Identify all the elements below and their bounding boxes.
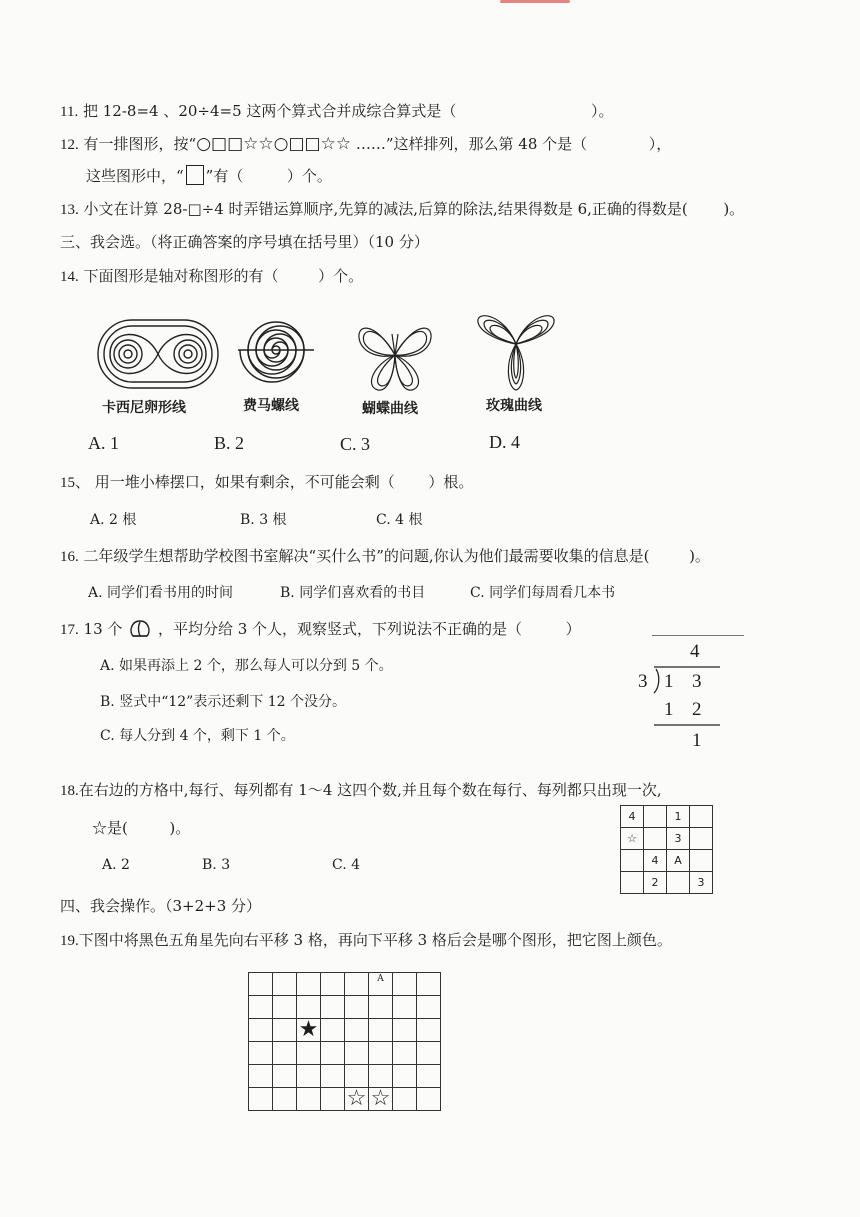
q15-option-c[interactable]: C. 4 根 (376, 512, 423, 528)
grid-row (249, 973, 441, 996)
grid-cell[interactable] (249, 973, 273, 996)
white-star-cell[interactable] (369, 1088, 393, 1111)
question-close: ）个。 (318, 267, 364, 285)
q14-option-d[interactable]: D. 4 (489, 432, 520, 452)
question-14 (60, 266, 363, 287)
grid-cell[interactable] (273, 1088, 297, 1111)
black-star-icon: ★ (298, 1017, 319, 1042)
grid-cell[interactable] (273, 996, 297, 1019)
grid-cell[interactable] (297, 973, 321, 996)
question-close: ）。 (590, 102, 614, 120)
question-number: 16. (60, 549, 79, 565)
question-17 (60, 616, 581, 640)
grid-cell[interactable] (249, 1019, 273, 1042)
grid-cell[interactable] (393, 996, 417, 1019)
grid-cell[interactable] (249, 1065, 273, 1088)
section-heading-3: 三、我会选。（将正确答案的序号填在括号里）（10 分） (60, 233, 429, 251)
question-number: 14. (60, 269, 79, 285)
dividend-ones: 3 (692, 671, 702, 692)
grid-cell[interactable] (345, 1065, 369, 1088)
divisor: 3 (638, 671, 648, 692)
fermat-spiral-figure (236, 310, 316, 390)
q16-option-c[interactable]: C. 同学们每周看几本书 (470, 585, 616, 601)
grid-cell[interactable] (417, 1088, 441, 1111)
grid-cell[interactable] (417, 973, 441, 996)
grid-cell[interactable] (321, 1019, 345, 1042)
q15-option-b[interactable]: B. 3 根 (240, 512, 287, 528)
white-star-icon[interactable]: ☆ (370, 1086, 391, 1111)
caption-cassini: 卡西尼卵形线 (102, 400, 186, 416)
caption-fermat: 费马螺线 (243, 398, 299, 414)
question-number: 15、 (60, 475, 91, 491)
grid-cell[interactable] (273, 1042, 297, 1065)
question-text: ”有（ (205, 167, 244, 185)
grid-cell (644, 828, 667, 850)
grid-cell[interactable] (297, 996, 321, 1019)
grid-cell (690, 850, 713, 872)
question-13 (60, 199, 744, 220)
q14-option-c[interactable]: C. 3 (340, 434, 371, 454)
question-close: ） (565, 620, 581, 638)
grid-cell[interactable] (417, 996, 441, 1019)
q18-option-b[interactable]: B. 3 (202, 857, 231, 873)
grid-row (621, 872, 713, 894)
grid-cell[interactable] (321, 1042, 345, 1065)
grid-cell[interactable] (345, 996, 369, 1019)
question-number: 19. (60, 933, 79, 949)
grid-cell[interactable] (345, 1042, 369, 1065)
cassini-oval-figure (96, 318, 220, 390)
question-close: )。 (169, 819, 191, 837)
q14-option-a[interactable]: A. 1 (88, 433, 119, 453)
rose-curve-figure (474, 308, 558, 392)
grid-cell[interactable] (393, 1019, 417, 1042)
shape-pattern: ○□□☆☆○□□☆☆ (196, 134, 352, 154)
question-text-cont: ，平均分给 3 个人，观察竖式，下列说法不正确的是（ (157, 620, 523, 638)
grid-cell (690, 806, 713, 828)
grid-cell[interactable] (297, 1065, 321, 1088)
question-close: ）根。 (428, 473, 474, 491)
caption-rose: 玫瑰曲线 (486, 398, 542, 414)
grid-row (621, 828, 713, 850)
q15-option-a[interactable]: A. 2 根 (90, 512, 137, 528)
grid-row (249, 1042, 441, 1065)
remainder: 1 (692, 730, 702, 751)
grid-cell: ☆ (621, 828, 644, 850)
grid-cell[interactable] (321, 996, 345, 1019)
black-star-cell[interactable] (297, 1019, 321, 1042)
grid-cell[interactable] (369, 996, 393, 1019)
grid-cell: 2 (644, 872, 667, 894)
question-16 (60, 546, 710, 567)
grid-row (249, 1065, 441, 1088)
white-star-cell[interactable] (345, 1088, 369, 1111)
grid-cell[interactable] (321, 973, 345, 996)
grid-cell[interactable] (345, 1019, 369, 1042)
grid-cell[interactable] (369, 1019, 393, 1042)
grid-cell[interactable] (369, 1042, 393, 1065)
grid-row (249, 996, 441, 1019)
grid-row (621, 806, 713, 828)
question-text: 小文在计算 28-□÷4 时弄错运算顺序,先算的减法,后算的除法,结果得数是 6,正确的得数是( (83, 200, 688, 218)
q14-option-b[interactable]: B. 2 (214, 433, 245, 453)
red-ink-mark (500, 0, 570, 3)
question-text: 下面图形是轴对称图形的有（ (83, 267, 279, 285)
grid-cell[interactable] (321, 1065, 345, 1088)
white-star-icon[interactable]: ☆ (346, 1086, 367, 1111)
question-text: ☆是( (92, 819, 128, 837)
grid-cell[interactable] (393, 1088, 417, 1111)
question-text: 二年级学生想帮助学校图书室解决“买什么书”的问题,你认为他们最需要收集的信息是( (83, 547, 650, 565)
grid-cell (621, 872, 644, 894)
question-number: 12. (60, 137, 79, 153)
caption-butterfly: 蝴蝶曲线 (362, 401, 418, 417)
grid-cell[interactable] (297, 1042, 321, 1065)
question-close: )。 (723, 200, 745, 218)
grid-row (249, 1019, 441, 1042)
question-12 (60, 134, 671, 155)
question-12-line2 (86, 165, 332, 186)
grid-cell[interactable] (249, 1088, 273, 1111)
grid-cell (690, 828, 713, 850)
question-text: 13 个 (83, 620, 123, 638)
section-heading-4: 四、我会操作。（3+2+3 分） (60, 897, 262, 915)
product-ones: 2 (692, 699, 702, 720)
peach-icon (127, 616, 153, 640)
grid-cell[interactable] (417, 1042, 441, 1065)
grid-cell[interactable] (273, 1019, 297, 1042)
square-icon (186, 165, 204, 185)
grid-cell (621, 850, 644, 872)
question-text: 在右边的方格中,每行、每列都有 1～4 这四个数,并且每个数在每行、每列都只出现一次, (78, 781, 662, 799)
grid-cell[interactable] (393, 973, 417, 996)
q17-option-a[interactable]: A. 如果再添上 2 个，那么每人可以分到 5 个。 (100, 658, 393, 674)
long-division (630, 635, 760, 755)
question-text: 有一排图形，按“ (83, 135, 197, 153)
question-text: 用一堆小棒摆口，如果有剩余，不可能会剩（ (94, 473, 395, 491)
grid-cell[interactable] (297, 1088, 321, 1111)
question-number: 18. (60, 783, 79, 799)
grid-cell: 4 (621, 806, 644, 828)
grid-cell[interactable] (273, 973, 297, 996)
question-number: 13. (60, 202, 79, 218)
question-18-line2 (92, 818, 190, 838)
question-number: 11. (60, 104, 79, 120)
q17-option-c[interactable]: C. 每人分到 4 个，剩下 1 个。 (100, 728, 295, 744)
quotient: 4 (690, 641, 700, 662)
q17-option-b[interactable]: B. 竖式中“12”表示还剩下 12 个没分。 (100, 694, 347, 710)
question-text: 这些图形中，“ (86, 167, 184, 185)
question-close: ）， (648, 135, 672, 153)
grid-cell: 3 (667, 828, 690, 850)
grid-cell[interactable] (249, 1042, 273, 1065)
grid-cell: 3 (690, 872, 713, 894)
q18-option-a[interactable]: A. 2 (102, 857, 130, 873)
question-text: 下图中将黑色五角星先向右平移 3 格，再向下平移 3 格后会是哪个图形，把它图上颜色。 (78, 931, 672, 949)
question-text-cont: ……”这样排列，那么第 48 个是（ (355, 135, 588, 153)
q18-option-c[interactable]: C. 4 (332, 857, 361, 873)
grid-cell[interactable] (417, 1019, 441, 1042)
grid-cell[interactable] (249, 996, 273, 1019)
grid-cell: 4 (644, 850, 667, 872)
grid-row (249, 1088, 441, 1111)
grid-label: A (377, 974, 384, 984)
grid-cell[interactable] (393, 1065, 417, 1088)
butterfly-curve-figure (354, 314, 436, 396)
question-close: ）个。 (286, 167, 332, 185)
q16-option-b[interactable]: B. 同学们喜欢看的书目 (280, 585, 426, 601)
grid-cell[interactable] (417, 1065, 441, 1088)
question-19 (60, 930, 672, 951)
grid-cell[interactable] (393, 1042, 417, 1065)
grid-cell[interactable] (345, 973, 369, 996)
grid-label-cell[interactable] (369, 973, 393, 996)
grid-cell: A (667, 850, 690, 872)
grid-cell[interactable] (273, 1065, 297, 1088)
translation-grid (248, 972, 441, 1111)
sudoku-grid (620, 805, 713, 894)
question-number: 17. (60, 622, 79, 638)
question-close: )。 (689, 547, 710, 565)
q16-option-a[interactable]: A. 同学们看书用的时间 (88, 585, 234, 601)
question-15 (60, 472, 473, 493)
grid-cell (644, 806, 667, 828)
question-11 (60, 101, 614, 122)
question-18 (60, 780, 662, 801)
grid-cell (667, 872, 690, 894)
dividend-tens: 1 (664, 671, 674, 692)
question-text: 把 12-8=4 、20÷4=5 这两个算式合并成综合算式是（ (82, 102, 457, 120)
grid-cell: 1 (667, 806, 690, 828)
grid-row (621, 850, 713, 872)
product-tens: 1 (664, 699, 674, 720)
grid-cell[interactable] (369, 1065, 393, 1088)
grid-cell[interactable] (321, 1088, 345, 1111)
